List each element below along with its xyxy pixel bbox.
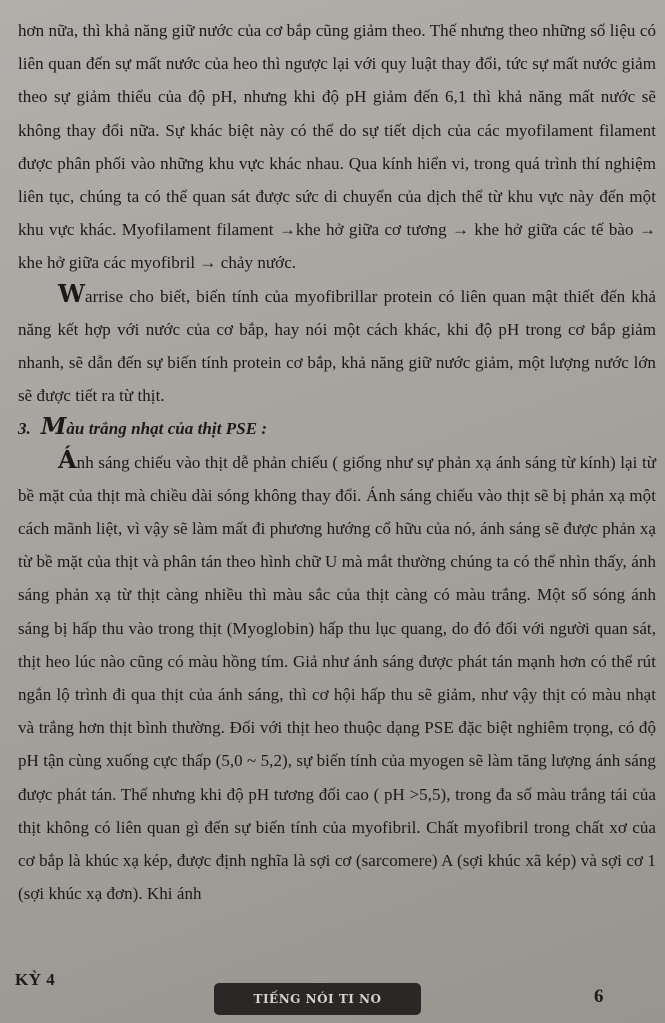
dropcap-m: M (40, 413, 67, 441)
page-number: 6 (594, 986, 604, 1007)
section-number: 3. (18, 419, 31, 439)
paragraph-1: hơn nữa, thì khả năng giữ nước của cơ bắp cũng giảm theo. Thế nhưng theo những số liệu có liên quan đến sự mất nước của heo thì ngược lại với quy luật thay đổi, tức sự mất nước giảm theo sự giảm thiểu của độ pH, nhưng khi độ pH giảm đến 6,1 thì khả năng mất nước sẽ không thay đổi nữa. Sự khác biệt này có thể do sự tiết dịch của các myofilament filament được phân phối vào những khu vực khác nhau. Qua kính hiển vi, trong quá trình thí nghiệm liên tục, chúng ta có thể quan sát được sức di chuyển của dịch thể từ khu vực này đến một khu vực khác. Myofilament filament →khe hở giữa cơ tương → khe hở giữa các tế bào → khe hở giữa các myofibril → chảy nước. (18, 21, 656, 273)
paragraph-2-text: arrise cho biết, biến tính của myofibrillar protein có liên quan mật thiết đến khả năng kết hợp với nước của cơ bắp, hay nói một cách khác, khi độ pH trong cơ bắp giảm nhanh, sẽ dẫn đến sự biến tính protein cơ bắp, khả năng giữ nước giảm, một lượng nước lớn sẽ được tiết ra từ thịt. (18, 286, 656, 406)
dropcap-w: W (58, 278, 86, 308)
section-heading (18, 412, 656, 445)
dropcap-a: Á (58, 444, 77, 474)
publication-banner: TIẾNG NÓI TI NO (214, 983, 421, 1015)
page-body (18, 14, 656, 910)
section-title: àu trắng nhạt của thịt PSE : (66, 419, 268, 439)
paragraph-3 (18, 446, 656, 911)
paragraph-2 (18, 280, 656, 413)
issue-label: KỲ 4 (15, 970, 56, 989)
paragraph-3-text: nh sáng chiếu vào thịt dễ phản chiếu ( giống như sự phản xạ ánh sáng từ kính) lại từ bề mặt của thịt mà chiều dài sóng không thay đổi. Ánh sáng chiếu vào thịt sẽ bị phản xạ một cách mãnh liệt, vì vậy sẽ làm mất đi phương hướng cổ hữu của nó, ánh sáng sẽ được phản xạ từ bề mặt của thịt và phân tán theo hình chữ U mà mắt thường chúng ta có thể nhìn thấy, ánh sáng phản xạ từ thịt càng nhiều thì màu sắc của thịt càng có màu trắng. Một số sóng ánh sáng bị hấp thu vào trong thịt (Myoglobin) hấp thu lục quang, do đó đối với người quan sát, thịt heo lúc nào cũng có màu hồng tím. Giả như ánh sáng được phát tán mạnh hơn có thể rút ngắn lộ trình đi qua thịt của ánh sáng, thì cơ hội hấp thu sẽ giảm, như vậy thịt có màu nhạt và trắng hơn thịt bình thường. Đối với thịt heo thuộc dạng PSE đặc biệt nghiêm trọng, có độ pH tận cùng xuống cực thấp (5,0 ~ 5,2), sự biến tính của myogen sẽ làm tăng lượng ánh sáng được phát tán. Thế nhưng khi độ pH tương đối cao ( pH >5,5), trong đa số màu trắng tái của thịt không có liên quan gì đến sự biến tính của myofibril. Chất myofibril trong chất xơ của cơ bắp là khúc xạ kép, được định nghĩa là sợi cơ (sarcomere) A (sợi khúc xã kép) và sợi cơ 1 (sợi khúc xạ đơn). Khi ánh (18, 452, 656, 904)
